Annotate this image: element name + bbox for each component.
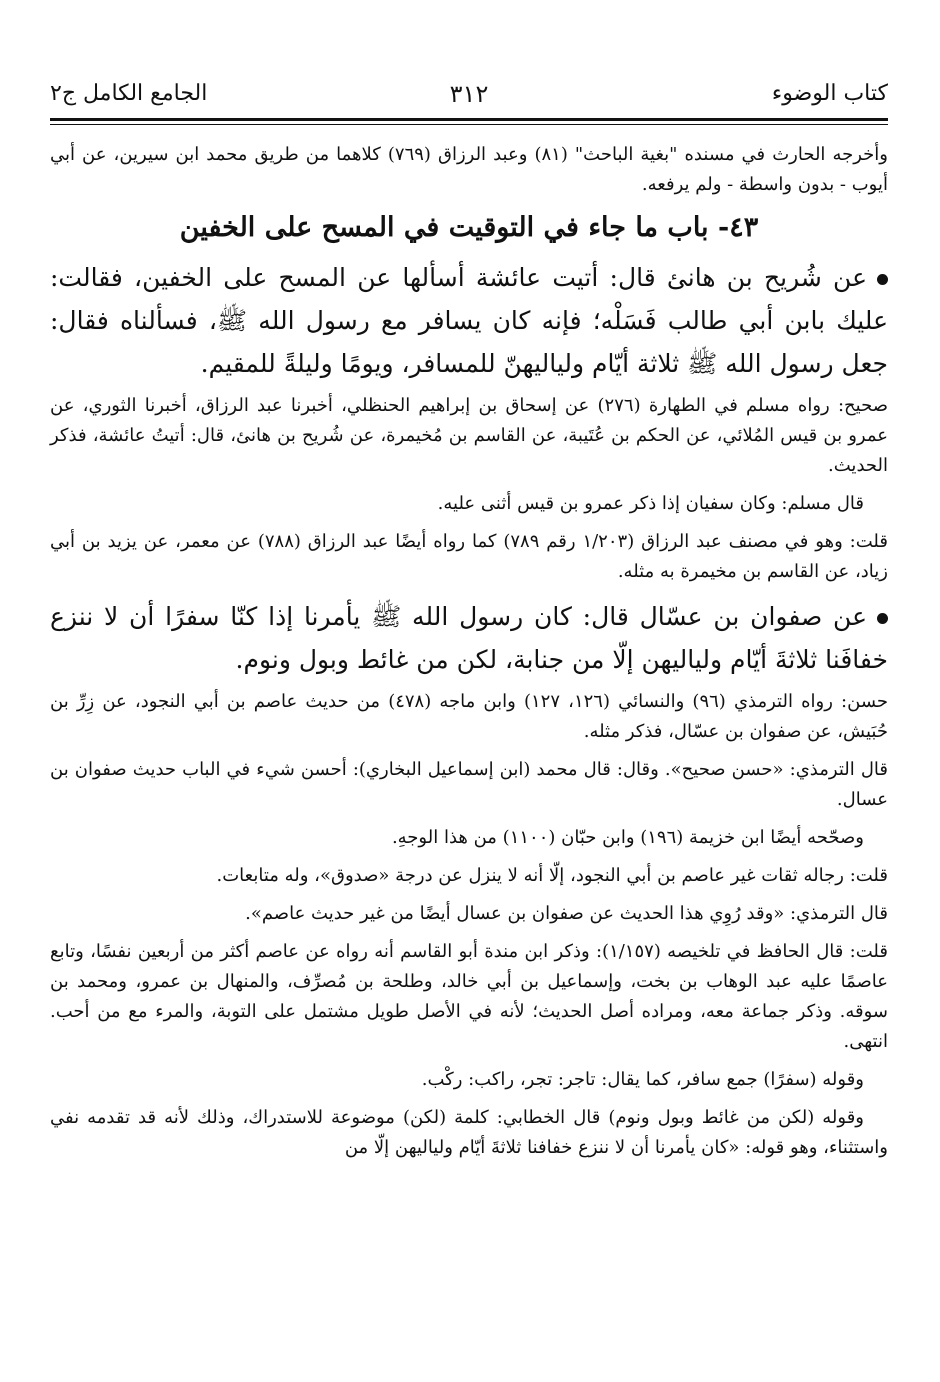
hadith-paragraph	[50, 595, 888, 681]
header-rule-thin	[50, 124, 888, 125]
note-paragraph: قلت: رجاله ثقات غير عاصم بن أبي النجود، إلّا أنه لا ينزل عن درجة «صدوق»، وله متابعات.	[216, 865, 888, 886]
note-paragraph: قلت: قال الحافظ في تلخيصه (١/١٥٧): وذكر ابن مندة أبو القاسم أنه رواه عن عاصم أكثر من أربعين نفسًا، وتابع عاصمًا عليه عبد الوهاب بن بخت، وإسماعيل بن أبي خالد، وطلحة بن مُصرِّف، والمنهال بن عمرو، ومحمد بن سوقه. وذكر جماعة معه، ومراده أصل الحديث؛ لأنه في الأصل طويل مشتمل على التوبة، والمرء مع من أحب. انتهى.	[50, 941, 888, 1052]
note-paragraph: وقوله (لكن من غائط وبول ونوم) قال الخطابي: كلمة (لكن) موضوعة للاستدراك، وذلك لأنه قد تقدمه نفي واستثناء، وهو قوله: «كان يأمرنا أن لا ننزع خفافنا ثلاثةَ أيّام ولياليهن إلّا من	[50, 1107, 888, 1158]
note-paragraph: حسن: رواه الترمذي (٩٦) والنسائي (١٢٦، ١٢٧) وابن ماجه (٤٧٨) من حديث عاصم بن أبي النجود، عن زِرِّ بن حُبَيش، عن صفوان بن عسّال، فذكر مثله.	[50, 691, 889, 742]
note-paragraph: وصحّحه أيضًا ابن خزيمة (١٩٦) وابن حبّان (١١٠٠) من هذا الوجهِ.	[391, 827, 864, 848]
page-number: ٣١٢	[449, 80, 489, 108]
note-paragraph: قال الترمذي: «حسن صحيح». وقال: قال محمد (ابن إسماعيل البخاري): أحسن شيء في الباب حديث صفوان بن عسال.	[50, 759, 888, 810]
note-paragraph: صحيح: رواه مسلم في الطهارة (٢٧٦) عن إسحاق بن إبراهيم الحنظلي، أخبرنا عبد الرزاق، أخبرنا الثوري، عن عمرو بن قيس المُلائي، عن الحكم بن عُتَيبة، عن القاسم بن مُخيمرة، عن شُريح بن هانئ، قال: أتيتُ عائشة، فذكر الحديث.	[50, 395, 888, 476]
header-rule-thick	[50, 118, 888, 121]
note-paragraph: قال الترمذي: «وقد رُوِي هذا الحديث عن صفوان بن عسال أيضًا من غير حديث عاصم».	[245, 903, 888, 924]
page-body	[50, 140, 888, 1171]
hadith-paragraph	[50, 256, 888, 385]
bullet-icon	[877, 613, 888, 624]
note-paragraph: وقوله (سفرًا) جمع سافر، كما يقال: تاجر: تجر، راكب: ركْب.	[421, 1069, 864, 1090]
running-header	[50, 74, 888, 114]
note-paragraph: قلت: وهو في مصنف عبد الرزاق (١/٢٠٣ رقم ٧٨٩) كما رواه أيضًا عبد الرزاق (٧٨٨) عن معمر، عن يزيد بن أبي زياد، عن القاسم بن مخيمرة به مثله.	[50, 531, 888, 582]
note-paragraph: وأخرجه الحارث في مسنده "بغية الباحث" (٨١) وعبد الرزاق (٧٦٩) كلاهما من طريق محمد ابن سيرين، عن أبي أيوب - بدون واسطة - ولم يرفعه.	[50, 144, 888, 195]
note-paragraph: قال مسلم: وكان سفيان إذا ذكر عمرو بن قيس أثنى عليه.	[437, 493, 864, 514]
hadith-text: عن صفوان بن عسّال قال: كان رسول الله ﷺ يأمرنا إذا كنّا سفرًا أن لا ننزع خفافَنا ثلاثةَ أيّام ولياليهن إلّا من جنابة، لكن من غائط وبول ونوم.	[50, 602, 888, 674]
book-page	[50, 0, 888, 1382]
bullet-icon	[877, 274, 888, 285]
chapter-title: ٤٣- باب ما جاء في التوقيت في المسح على الخفين	[179, 212, 759, 243]
book-title-header: الجامع الكامل ج٢	[50, 81, 208, 106]
hadith-text: عن شُريح بن هانئ قال: أتيت عائشة أسألها عن المسح على الخفين، فقالت: عليك بابن أبي طالب فَسَلْه؛ فإنه كان يسافر مع رسول الله ﷺ، فسألناه فقال: جعل رسول الله ﷺ ثلاثة أيّام ولياليهنّ للمسافر، ويومًا وليلةً للمقيم.	[50, 263, 888, 378]
chapter-header: كتاب الوضوء	[771, 81, 888, 106]
